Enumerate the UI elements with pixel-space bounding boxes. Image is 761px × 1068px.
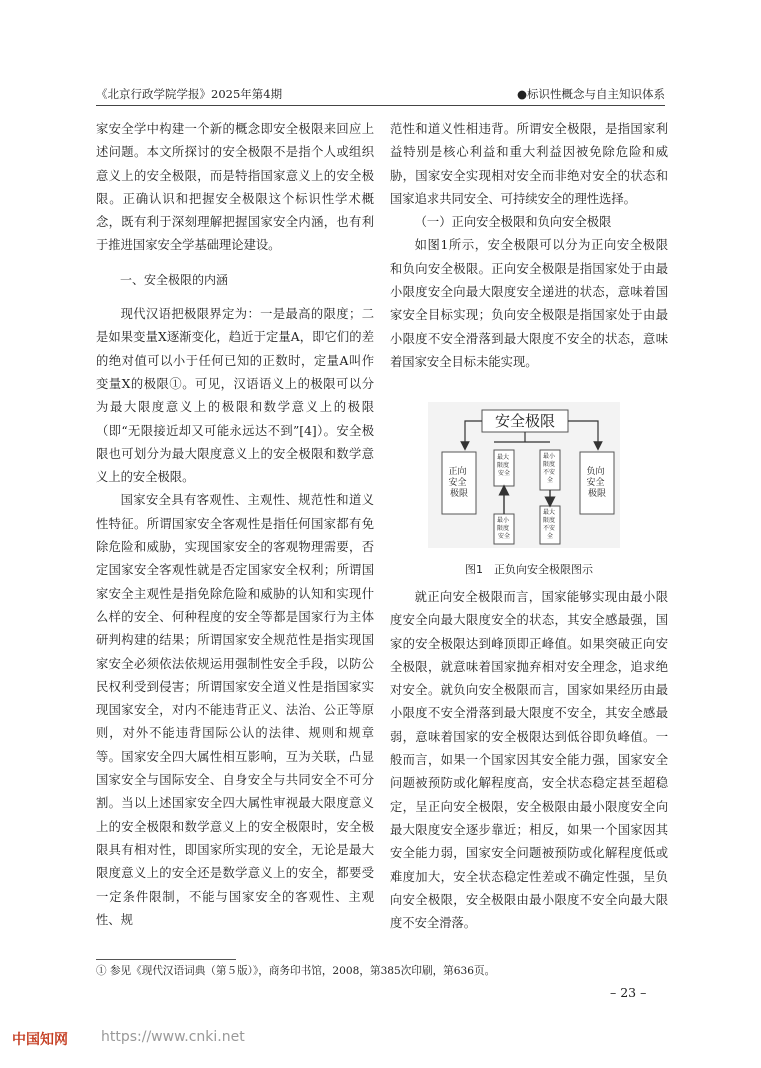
negative-limit-label: 负向 安全 极限 [586, 467, 607, 499]
footnote: ① 参见《现代汉语词典（第５版）》，商务印书馆，2008，第385次印刷，第636页。 [96, 965, 496, 977]
min-insecurity-label: 最小 限度 不安 全 [543, 453, 556, 484]
right-column-bottom [390, 586, 668, 935]
cnki-url[interactable]: https://www.cnki.net [101, 1029, 245, 1045]
figure-caption: 图1 正负向安全极限图示 [465, 563, 593, 576]
right-paragraph-1: 范性和道义性相违背。所谓安全极限，是指国家利益特别是核心利益和重大利益因被免除危险和威胁，国家安全实现相对安全而非绝对安全的状态和国家追求共同安全、可持续安全的理性选择。 [390, 122, 668, 206]
subsection-title: （一）正向安全极限和负向安全极限 [414, 215, 612, 230]
max-insecurity-label: 最大 限度 不安 全 [543, 509, 556, 540]
section-title: 一、安全极限的内涵 [120, 272, 229, 287]
figure-title: 安全极限 [494, 412, 556, 430]
left-paragraph-3: 国家安全具有客观性、主观性、规范性和道义性特征。所谓国家安全客观性是指任何国家都有免除危险和威胁，实现国家安全的客观物理需要，否定国家安全客观性就是否定国家安全权利；所谓国家安全主观性是指免除危险和威胁的认知和实现什么样的安全、何种程度的安全等都是国家行为主体研判构建的结果；所谓国家安全规范性是指实现国家安全必须依法依规运用强制性安全手段，以防公民权利受到侵害；所谓国家安全道义性是指国家实现国家安全，对内不能违背正义、法治、公正等原则，对外不能违背国际公认的法律、规则和规章等。国家安全四大属性相互影响，互为关联，凸显国家安全与国际安全、自身安全与共同安全不可分割。当以上述国家安全四大属性审视最大限度意义上的安全极限和数学意义上的安全极限时，安全极限具有相对性，即国家所实现的安全，无论是最大限度意义上的安全还是数学意义上的安全，都要受一定条件限制，不能与国家安全的客观性、主观性、规 [96, 493, 374, 927]
min-safety-label: 最小 限度 安全 [497, 517, 511, 540]
left-paragraph-1: 家安全学中构建一个新的概念即安全极限来回应上述问题。本文所探讨的安全极限不是指个人或组织意义上的安全极限，而是特指国家意义上的安全极限。正确认识和把握安全极限这个标识性学术概念，既有利于深刻理解把握国家安全内涵，也有利于推进国家安全学基础理论建设。 [96, 122, 374, 253]
header-rule [96, 105, 665, 106]
left-paragraph-2: 现代汉语把极限界定为：一是最高的限度；二是如果变量X逐渐变化，趋近于定量A，即它们的差的绝对值可以小于任何已知的正数时，定量A叫作变量X的极限①。可见，汉语语义上的极限可以分为最大限度意义上的极限和数学意义上的极限（即“无限接近却又可能永远达不到”[4]）。安全极限也可划分为最大限度意义上的安全极限和数学意义上的安全极限。 [96, 307, 374, 485]
positive-limit-label: 正向 安全 极限 [448, 467, 469, 499]
right-paragraph-3: 就正向安全极限而言，国家能够实现由最小限度安全向最大限度安全的状态，其安全感最强，国家的安全极限达到峰顶即正峰值。如果突破正向安全极限，就意味着国家抛弃相对安全理念，追求绝对安全。就负向安全极限而言，国家如果经历由最小限度不安全滑落到最大限度不安全，其安全感最弱，意味着国家的安全极限达到低谷即负峰值。一般而言，如果一个国家因其安全能力强，国家安全问题被预防或化解程度高，安全状态稳定甚至超稳定，呈正向安全极限，安全极限由最小限度安全向最大限度安全逐步靠近；相反，如果一个国家因其安全能力弱，国家安全问题被预防或化解程度低或难度加大，安全状态稳定性差或不确定性强，呈负向安全极限，安全极限由最小限度不安全向最大限度不安全滑落。 [390, 590, 668, 931]
right-column-top [390, 118, 668, 374]
right-paragraph-2: 如图1所示，安全极限可以分为正向安全极限和负向安全极限。正向安全极限是指国家处于由最小限度安全向最大限度安全递进的状态，意味着国家安全目标实现；负向安全极限是指国家处于由最小限度不安全滑落到最大限度不安全的状态，意味着国家安全目标未能实现。 [390, 238, 668, 369]
figure-1 [428, 402, 620, 548]
footnote-rule [96, 959, 236, 960]
section-header: ●标识性概念与自主知识体系 [516, 87, 665, 101]
figure-diagram [428, 402, 620, 548]
cnki-logo: 中国知网 [12, 1032, 68, 1048]
journal-header: 《北京行政学院学报》2025年第4期 [96, 87, 283, 101]
page-number: – 23 – [610, 985, 647, 1000]
max-safety-label: 最大 限度 安全 [497, 454, 511, 477]
left-column [96, 118, 374, 932]
